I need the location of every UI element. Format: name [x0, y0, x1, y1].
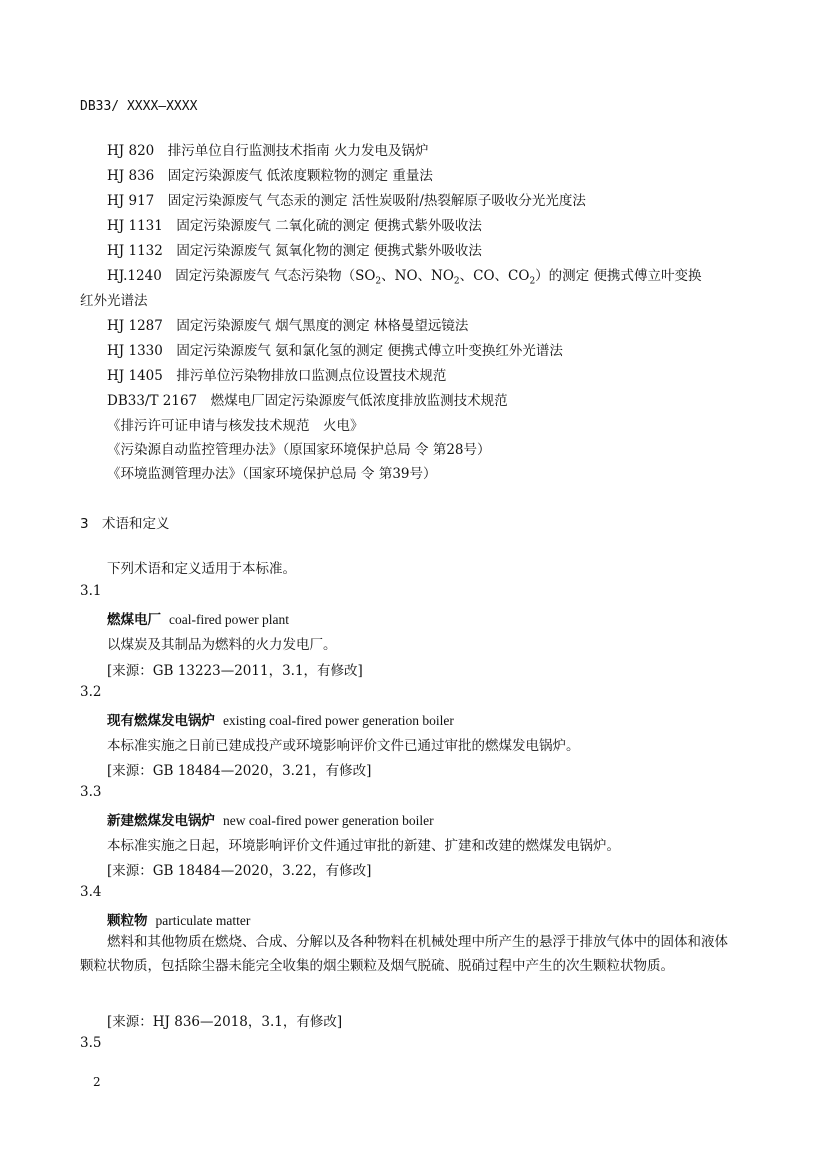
term-en: new coal-fired power generation boiler: [223, 813, 434, 828]
term-definition: 以煤炭及其制品为燃料的火力发电厂。: [107, 637, 337, 653]
term-title: [107, 909, 250, 929]
reference-hj917: HJ 917 固定污染源废气 气态汞的测定 活性炭吸附/热裂解原子吸收分光光度法: [107, 193, 586, 209]
section-intro: 下列术语和定义适用于本标准。: [107, 561, 296, 577]
term-number: 3.3: [80, 784, 102, 800]
reference-hj1132: HJ 1132 固定污染源废气 氮氧化物的测定 便携式紫外吸收法: [107, 243, 482, 259]
term-source: [来源：GB 13223—2011，3.1，有修改]: [107, 663, 363, 679]
ref-1240-mid: 、CO、CO: [459, 268, 530, 284]
reference-hj1131: HJ 1131 固定污染源废气 二氧化硫的测定 便携式紫外吸收法: [107, 218, 482, 234]
reference-hj1240: [107, 264, 701, 287]
term-cn: 颗粒物: [107, 913, 148, 929]
reference-hj1330: HJ 1330 固定污染源废气 氨和氯化氢的测定 便携式傅立叶变换红外光谱法: [107, 343, 563, 359]
subscript: 2: [529, 276, 536, 287]
term-definition: 本标准实施之日起，环境影响评价文件通过审批的新建、扩建和改建的燃煤发电锅炉。: [107, 838, 620, 854]
section-number: 3: [80, 516, 89, 532]
term-number: 3.1: [80, 583, 102, 599]
ref-1240-prefix: HJ.1240 固定污染源废气 气态污染物（SO: [107, 268, 376, 284]
term-source: [来源：GB 18484—2020，3.22，有修改]: [107, 863, 372, 879]
document-header: DB33/ XXXX—XXXX: [80, 99, 198, 114]
term-cn: 新建燃煤发电锅炉: [107, 813, 215, 829]
term-source: [来源：HJ 836—2018，3.1，有修改]: [107, 1014, 343, 1030]
page-number: 2: [93, 1075, 101, 1089]
reference-hj1405: HJ 1405 排污单位污染物排放口监测点位设置技术规范: [107, 368, 447, 384]
ref-1240-suffix: ）的测定 便携式傅立叶变换: [535, 268, 702, 284]
term-cn: 燃煤电厂: [107, 612, 161, 628]
term-title: [107, 809, 434, 829]
reference-hj836: HJ 836 固定污染源废气 低浓度颗粒物的测定 重量法: [107, 168, 433, 184]
term-source: [来源：GB 18484—2020，3.21，有修改]: [107, 763, 372, 779]
ref-1240-mid: 、NO、NO: [381, 268, 454, 284]
reference-hj1240-continuation: 红外光谱法: [80, 293, 148, 309]
term-en: existing coal-fired power generation boiler: [223, 713, 454, 728]
term-definition: 燃料和其他物质在燃烧、合成、分解以及各种物料在机械处理中所产生的悬浮于排放气体中的固体和液体颗粒状物质，包括除尘器未能完全收集的烟尘颗粒及烟气脱硫、脱硝过程中产生的次生颗粒状物质。: [80, 934, 728, 974]
term-en: coal-fired power plant: [169, 612, 289, 627]
term-title: [107, 709, 454, 729]
subscript: 2: [375, 276, 382, 287]
reference-auto-monitoring: 《污染源自动监控管理办法》（原国家环境保护总局 令 第28号）: [107, 442, 491, 458]
term-number: 3.2: [80, 684, 102, 700]
reference-db33-2167: DB33/T 2167 燃煤电厂固定污染源废气低浓度排放监测技术规范: [107, 393, 508, 409]
term-en: particulate matter: [155, 913, 251, 928]
subscript: 2: [453, 276, 460, 287]
term-title: [107, 608, 289, 628]
term-number: 3.5: [80, 1035, 102, 1051]
term-number: 3.4: [80, 884, 102, 900]
section-title: 术语和定义: [102, 516, 170, 532]
reference-hj820: HJ 820 排污单位自行监测技术指南 火力发电及锅炉: [107, 143, 429, 159]
term-definition: 本标准实施之日前已建成投产或环境影响评价文件已通过审批的燃煤发电锅炉。: [107, 738, 580, 754]
reference-monitoring-management: 《环境监测管理办法》（国家环境保护总局 令 第39号）: [107, 466, 437, 482]
section-heading: [80, 512, 170, 532]
reference-permit-spec: 《排污许可证申请与核发技术规范 火电》: [107, 418, 364, 434]
reference-hj1287: HJ 1287 固定污染源废气 烟气黑度的测定 林格曼望远镜法: [107, 318, 469, 334]
term-cn: 现有燃煤发电锅炉: [107, 713, 215, 729]
